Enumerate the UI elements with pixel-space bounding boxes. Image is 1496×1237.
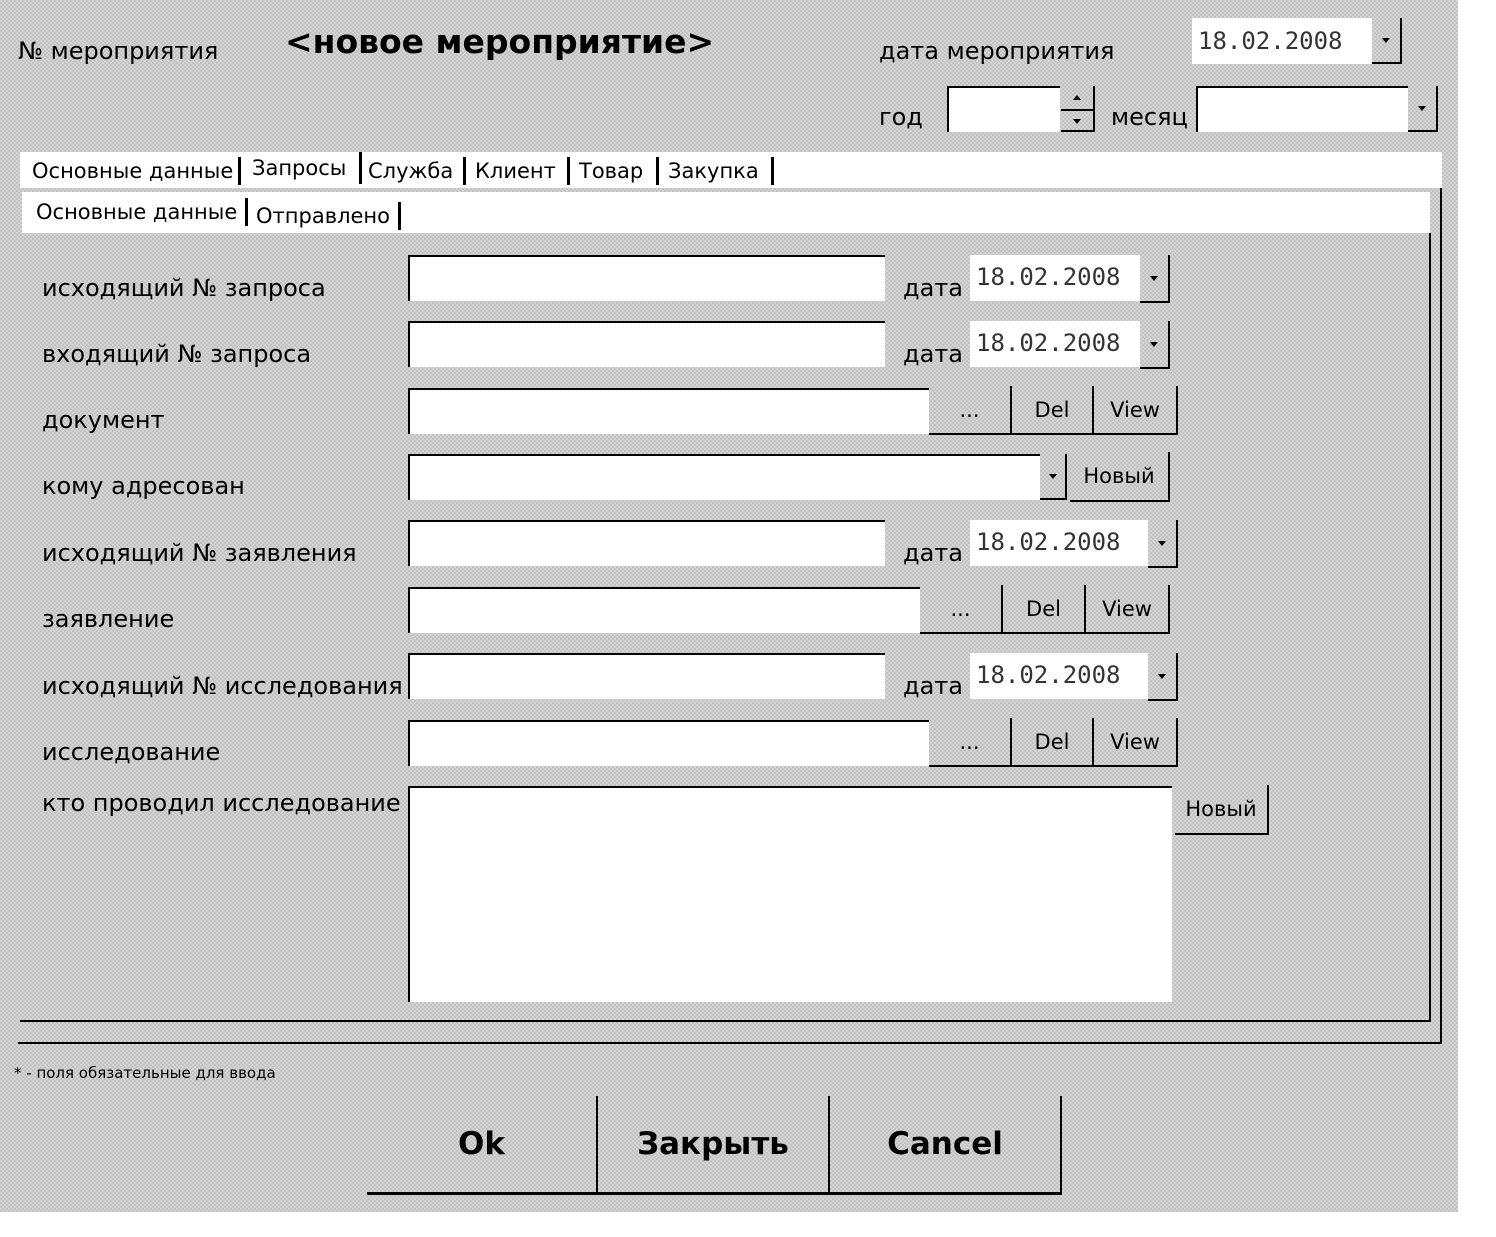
document-view-button[interactable]: View — [1094, 386, 1178, 435]
statement-label: заявление — [42, 605, 175, 633]
subtab-sent[interactable]: Отправлено — [250, 202, 401, 230]
cancel-button[interactable]: Cancel — [830, 1096, 1062, 1195]
outgoing-research-date-field[interactable]: 18.02.2008 — [970, 653, 1148, 699]
statement-del-button[interactable]: Del — [1003, 585, 1086, 634]
addressed-to-dropdown[interactable] — [1040, 454, 1067, 500]
addressed-to-label: кому адресован — [42, 472, 245, 500]
month-select[interactable] — [1196, 86, 1408, 132]
document-del-button[interactable]: Del — [1012, 386, 1094, 435]
addressed-to-new-button[interactable]: Новый — [1070, 452, 1170, 502]
research-browse-button[interactable]: ... — [929, 718, 1012, 767]
year-input[interactable] — [947, 86, 1060, 132]
outgoing-statement-no-input[interactable] — [408, 520, 885, 566]
addressed-to-select[interactable] — [408, 454, 1040, 500]
research-input[interactable] — [408, 720, 929, 766]
statement-browse-button[interactable]: ... — [920, 585, 1003, 634]
document-label: документ — [42, 406, 165, 434]
outgoing-statement-no-label: исходящий № заявления — [42, 539, 357, 567]
year-label: год — [879, 103, 923, 131]
outgoing-research-date-label: дата — [903, 672, 963, 700]
research-del-button[interactable]: Del — [1012, 718, 1094, 767]
incoming-request-no-input[interactable] — [408, 321, 885, 367]
researcher-label: кто проводил исследование — [42, 789, 401, 817]
statement-input[interactable] — [408, 587, 920, 633]
outgoing-request-date-label: дата — [903, 274, 963, 302]
incoming-request-date-label: дата — [903, 340, 963, 368]
subtab-main-data[interactable]: Основные данные — [30, 198, 248, 226]
tab-purchase[interactable]: Закупка — [662, 157, 774, 185]
required-fields-note: * - поля обязательные для ввода — [14, 1064, 276, 1082]
tab-requests[interactable]: Запросы — [246, 152, 362, 184]
event-date-field[interactable]: 18.02.2008 — [1192, 18, 1372, 64]
tab-service[interactable]: Служба — [362, 157, 466, 185]
tab-client[interactable]: Клиент — [469, 157, 570, 185]
outgoing-statement-date-label: дата — [903, 539, 963, 567]
event-date-label: дата мероприятия — [879, 37, 1115, 65]
research-view-button[interactable]: View — [1094, 718, 1178, 767]
ok-button[interactable]: Ok — [367, 1096, 598, 1195]
tab-goods[interactable]: Товар — [573, 157, 659, 185]
outgoing-request-date-field[interactable]: 18.02.2008 — [970, 255, 1140, 301]
outgoing-request-no-input[interactable] — [408, 255, 885, 301]
document-input[interactable] — [408, 388, 929, 434]
outgoing-request-no-label: исходящий № запроса — [42, 274, 326, 302]
outgoing-statement-date-field[interactable]: 18.02.2008 — [970, 520, 1148, 566]
document-browse-button[interactable]: ... — [929, 386, 1012, 435]
researcher-new-button[interactable]: Новый — [1175, 785, 1269, 835]
incoming-request-no-label: входящий № запроса — [42, 340, 312, 368]
researcher-list[interactable] — [408, 786, 1172, 1002]
outgoing-research-date-dropdown[interactable] — [1148, 653, 1178, 701]
incoming-request-date-field[interactable]: 18.02.2008 — [970, 321, 1140, 367]
outgoing-research-no-label: исходящий № исследования — [42, 672, 403, 700]
month-label: месяц — [1111, 103, 1188, 131]
outgoing-statement-date-dropdown[interactable] — [1148, 520, 1178, 568]
statement-view-button[interactable]: View — [1086, 585, 1170, 634]
research-label: исследование — [42, 738, 221, 766]
incoming-request-date-dropdown[interactable] — [1140, 321, 1170, 369]
year-spin-up-icon[interactable] — [1061, 86, 1095, 109]
month-dropdown-button[interactable] — [1408, 86, 1438, 132]
outgoing-research-no-input[interactable] — [408, 653, 885, 699]
year-spin-down-icon[interactable] — [1061, 109, 1095, 132]
outgoing-request-date-dropdown[interactable] — [1140, 255, 1170, 303]
tab-main-data[interactable]: Основные данные — [26, 157, 241, 185]
event-date-dropdown-button[interactable] — [1372, 18, 1402, 64]
close-button[interactable]: Закрыть — [598, 1096, 830, 1195]
event-title: <новое мероприятие> — [285, 22, 715, 61]
event-no-label: № мероприятия — [18, 37, 219, 65]
